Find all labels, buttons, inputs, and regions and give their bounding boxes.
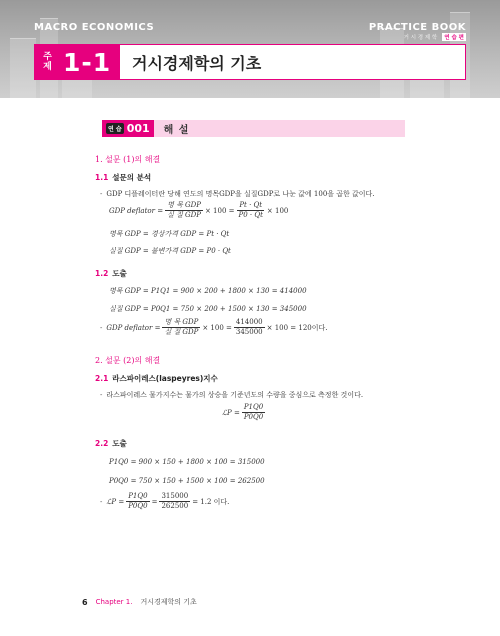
fraction (242, 403, 265, 422)
subsection-number: 1.1 (95, 173, 109, 182)
book-type-title: PRACTICE BOOK (368, 22, 466, 33)
fraction-denominator: P0Q0 (243, 413, 264, 421)
fraction (165, 201, 203, 220)
bullet-dash: - (100, 190, 103, 198)
eq-operator: × 100 (266, 206, 289, 215)
equation-laspeyres-formula (222, 403, 267, 422)
exercise-number: 001 (126, 122, 150, 135)
subsection-label: 라스파이레스(laspeyres)지수 (112, 374, 218, 383)
equation-deflator-formula (109, 201, 288, 220)
footer-chapter: Chapter 1. (95, 598, 133, 606)
bullet-dash: - (100, 391, 103, 399)
equation-real-gdp-calc: 실질 GDP = P0Q1 = 750 × 200 + 1500 × 130 = 345000 (109, 305, 307, 313)
equation-laspeyres-result (100, 492, 229, 511)
exercise-tag-label: 연 습 (106, 123, 124, 134)
eq-operator: = (151, 497, 158, 506)
fraction-numerator: 315000 (161, 492, 189, 500)
bullet-dash: - (100, 323, 103, 332)
fraction (162, 318, 200, 337)
subsection-1-1 (95, 172, 151, 183)
fraction-denominator: 실 질 GDP (167, 211, 201, 219)
fraction-denominator: 실 질 GDP (164, 328, 199, 336)
eq-operator: × 100 = (202, 323, 232, 332)
eq-operator: × 100 = (204, 206, 235, 215)
paragraph-gdp-deflator-def (100, 189, 375, 199)
exercise-title: 해 설 (163, 125, 190, 136)
eq-lhs: ℒP = (106, 497, 125, 506)
equation-p0q0-calc: P0Q0 = 750 × 150 + 1500 × 100 = 262500 (109, 477, 265, 485)
subsection-number: 2.2 (95, 439, 109, 448)
section-1-title: 1. 설문 (1)의 해결 (95, 155, 161, 164)
equation-nominal-gdp-def: 명목 GDP = 경상가격 GDP = Pt · Qt (109, 230, 230, 238)
eq-lhs: ℒP = (222, 408, 240, 417)
eq-result: × 100 = 120이다. (266, 323, 328, 332)
subsection-label: 도출 (112, 269, 127, 278)
paragraph-text: 라스파이레스 물가지수는 물가의 상승을 기준년도의 수량을 중심으로 측정한 것이다. (106, 391, 364, 399)
subsection-number: 2.1 (95, 374, 109, 383)
fraction-numerator: P1Q0 (243, 403, 264, 411)
fraction (126, 492, 149, 511)
fraction-denominator: P0Q0 (128, 502, 148, 510)
fraction-numerator: 명 목 GDP (167, 201, 201, 209)
book-series-title: MACRO ECONOMICS (34, 22, 155, 33)
subline-subject: 거 시 경 제 학 (403, 35, 438, 41)
eq-lhs: GDP deflator = (109, 206, 164, 215)
subline-edition: 연 습 편 (444, 35, 464, 41)
equation-p1q0-calc: P1Q0 = 900 × 150 + 1800 × 100 = 315000 (109, 458, 265, 466)
page-number: 6 (82, 597, 88, 607)
fraction-numerator: P1Q0 (128, 492, 148, 500)
paragraph-laspeyres-def (100, 390, 363, 400)
subsection-2-2 (95, 438, 127, 449)
section-2-title: 2. 설문 (2)의 해결 (95, 356, 161, 365)
fraction-denominator: P0 · Qt (238, 211, 263, 219)
subsection-label: 설문의 분석 (112, 173, 152, 182)
fraction (234, 318, 265, 337)
bullet-dash: - (100, 497, 103, 506)
footer-chapter-title: 거시경제학의 기초 (140, 598, 197, 606)
fraction-denominator: 262500 (161, 502, 189, 510)
eq-result: = 1.2 이다. (192, 497, 230, 506)
topic-title: 거시경제학의 기초 (120, 44, 466, 80)
subsection-1-2 (95, 268, 127, 279)
fraction (237, 201, 265, 220)
fraction (159, 492, 190, 511)
fraction-denominator: 345000 (235, 328, 263, 336)
paragraph-text: GDP 디플레이터란 당해 연도의 명목GDP을 실질GDP로 나눈 값에 100을 곱한 값이다. (106, 190, 375, 198)
fraction-numerator: Pt · Qt (239, 201, 263, 209)
topic-number: 1-1 (63, 47, 112, 77)
equation-deflator-result (100, 318, 328, 337)
fraction-numerator: 명 목 GDP (164, 318, 199, 326)
topic-label: 주제 (43, 52, 52, 72)
eq-lhs: GDP deflator = (106, 323, 161, 332)
subsection-2-1 (95, 373, 218, 384)
fraction-numerator: 414000 (235, 318, 263, 326)
subsection-number: 1.2 (95, 269, 109, 278)
subsection-label: 도출 (112, 439, 127, 448)
page-footer (82, 597, 197, 607)
equation-real-gdp-def: 실질 GDP = 불변가격 GDP = P0 · Qt (109, 247, 231, 255)
equation-nominal-gdp-calc: 명목 GDP = P1Q1 = 900 × 200 + 1800 × 130 = 414000 (109, 287, 307, 295)
